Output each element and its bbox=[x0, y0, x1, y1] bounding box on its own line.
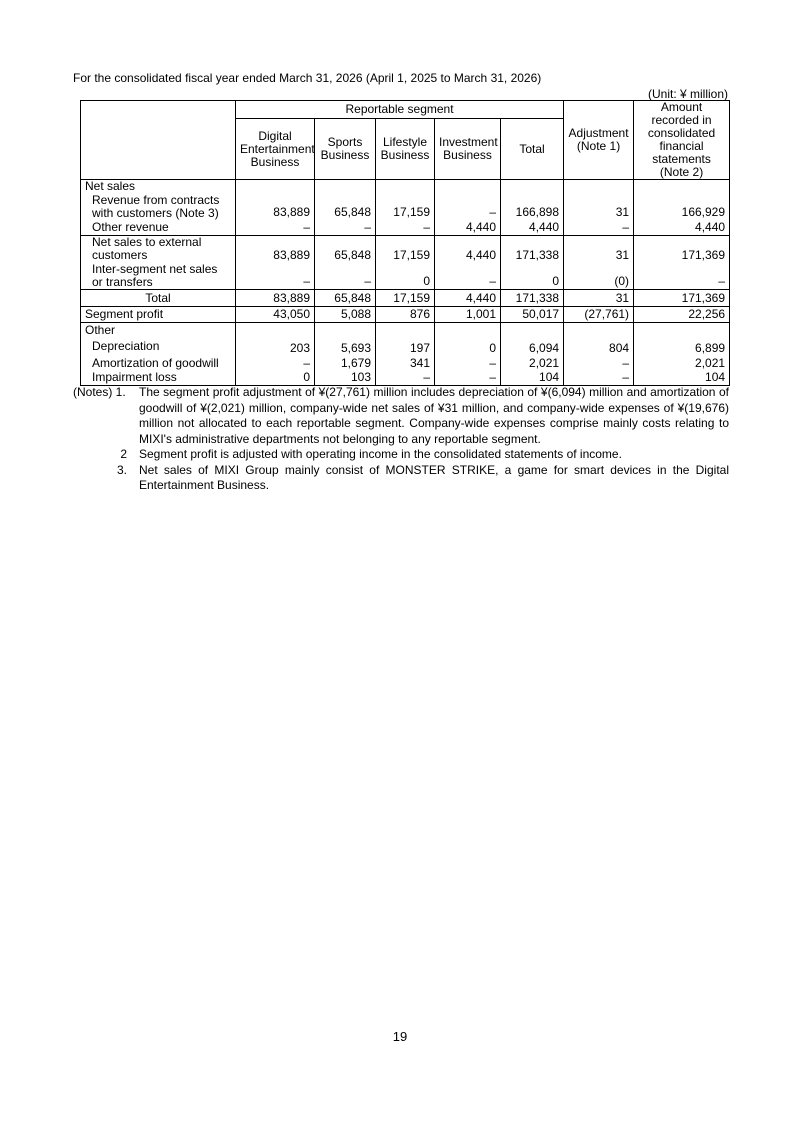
cell-value: 1,001 bbox=[435, 307, 501, 323]
cell-value: – bbox=[315, 220, 376, 235]
cell-value: 31 bbox=[564, 290, 634, 307]
table-row bbox=[81, 220, 730, 235]
cell-value: 0 bbox=[376, 263, 435, 290]
row-label: Total bbox=[81, 290, 236, 307]
cell-value: 5,693 bbox=[315, 338, 376, 356]
cell-value: 1,679 bbox=[315, 356, 376, 371]
cell-value: 65,848 bbox=[315, 235, 376, 263]
consolidated-header: Amount recorded in consolidated financial statements (Note 2) bbox=[634, 101, 730, 180]
cell-value: 4,440 bbox=[435, 235, 501, 263]
cell-value: 31 bbox=[564, 193, 634, 220]
table-row bbox=[81, 235, 730, 263]
cell-value: – bbox=[236, 263, 315, 290]
cell-value: 17,159 bbox=[376, 290, 435, 307]
cell-value: (27,761) bbox=[564, 307, 634, 323]
cell-value: 341 bbox=[376, 356, 435, 371]
other-section-label: Other bbox=[81, 323, 236, 338]
cell-value: 0 bbox=[501, 263, 564, 290]
note-item bbox=[73, 463, 729, 494]
cell-value: 17,159 bbox=[376, 193, 435, 220]
cell-value: 0 bbox=[435, 338, 501, 356]
cell-value: 4,440 bbox=[435, 290, 501, 307]
cell-value: 4,440 bbox=[501, 220, 564, 235]
cell-value: 22,256 bbox=[634, 307, 730, 323]
cell-value: – bbox=[435, 356, 501, 371]
cell-value: 171,338 bbox=[501, 290, 564, 307]
cell-value: 171,369 bbox=[634, 290, 730, 307]
cell-value: – bbox=[435, 263, 501, 290]
cell-value: 17,159 bbox=[376, 235, 435, 263]
page-number: 19 bbox=[392, 1029, 408, 1044]
cell-value: – bbox=[236, 220, 315, 235]
cell-value: – bbox=[435, 193, 501, 220]
total-header: Total bbox=[501, 119, 564, 180]
lifestyle-header: Lifestyle Business bbox=[376, 119, 435, 180]
table-row bbox=[81, 193, 730, 220]
cell-value: 804 bbox=[564, 338, 634, 356]
note-prefix: 3. bbox=[116, 462, 127, 477]
cell-value: – bbox=[435, 371, 501, 386]
table-row bbox=[81, 323, 730, 338]
notes-section bbox=[73, 385, 729, 494]
cell-value: 171,369 bbox=[634, 235, 730, 263]
row-label: Segment profit bbox=[81, 307, 236, 323]
note-text: The segment profit adjustment of ¥(27,761) million includes depreciation of ¥(6,094) million and amortization of goodwill of ¥(2,021) million, company-wide net sales of ¥31 million, and company-wide expenses of ¥(19,676) million not allocated to each reportable segment. Company-wide expenses comprise mainly costs relating to MIXI's administrative departments not belonging to any reportable segment. bbox=[139, 385, 729, 446]
header-blank-cell bbox=[81, 101, 236, 180]
table-row-total bbox=[81, 290, 730, 307]
cell-value: 197 bbox=[376, 338, 435, 356]
cell-value: – bbox=[634, 263, 730, 290]
cell-value: 6,094 bbox=[501, 338, 564, 356]
row-label: Other revenue bbox=[81, 220, 236, 235]
cell-value: 65,848 bbox=[315, 290, 376, 307]
table-header-row-1 bbox=[81, 101, 730, 119]
cell-value: 0 bbox=[236, 371, 315, 386]
row-label: Amortization of goodwill bbox=[81, 356, 236, 371]
cell-value: 83,889 bbox=[236, 290, 315, 307]
cell-value: – bbox=[564, 220, 634, 235]
cell-value: 2,021 bbox=[501, 356, 564, 371]
cell-value: 6,899 bbox=[634, 338, 730, 356]
cell-value: 2,021 bbox=[634, 356, 730, 371]
table-row bbox=[81, 371, 730, 386]
net-sales-section-label: Net sales bbox=[81, 180, 236, 194]
cell-value: 83,889 bbox=[236, 235, 315, 263]
table-row bbox=[81, 356, 730, 371]
table-row bbox=[81, 338, 730, 356]
cell-value: – bbox=[236, 356, 315, 371]
adjustment-header: Adjustment (Note 1) bbox=[564, 101, 634, 180]
cell-value: 5,088 bbox=[315, 307, 376, 323]
investment-header: Investment Business bbox=[435, 119, 501, 180]
cell-value: 166,929 bbox=[634, 193, 730, 220]
row-label: Impairment loss bbox=[81, 371, 236, 386]
cell-value: 50,017 bbox=[501, 307, 564, 323]
cell-value: 104 bbox=[501, 371, 564, 386]
cell-value: – bbox=[376, 371, 435, 386]
note-item bbox=[73, 385, 729, 447]
table-row bbox=[81, 263, 730, 290]
cell-value: 43,050 bbox=[236, 307, 315, 323]
sports-header: Sports Business bbox=[315, 119, 376, 180]
cell-value: 4,440 bbox=[435, 220, 501, 235]
cell-value: 65,848 bbox=[315, 193, 376, 220]
cell-value: 104 bbox=[634, 371, 730, 386]
cell-value: 203 bbox=[236, 338, 315, 356]
segment-table bbox=[80, 100, 730, 386]
cell-value: – bbox=[315, 263, 376, 290]
row-label: Inter-segment net sales or transfers bbox=[81, 263, 236, 290]
row-label: Depreciation bbox=[81, 338, 236, 356]
cell-value: 876 bbox=[376, 307, 435, 323]
section-heading: For the consolidated fiscal year ended March 31, 2026 (April 1, 2025 to March 31, 2026) bbox=[73, 71, 542, 85]
note-prefix: (Notes) 1. bbox=[73, 385, 126, 399]
note-prefix: 2 bbox=[120, 447, 127, 461]
reportable-segment-header: Reportable segment bbox=[236, 101, 564, 119]
table-row-segment-profit bbox=[81, 307, 730, 323]
cell-value: 4,440 bbox=[634, 220, 730, 235]
digital-header: Digital Entertainment Business bbox=[236, 119, 315, 180]
unit-label: (Unit: ¥ million) bbox=[647, 87, 728, 101]
cell-value: – bbox=[376, 220, 435, 235]
cell-value: 31 bbox=[564, 235, 634, 263]
cell-value: 166,898 bbox=[501, 193, 564, 220]
cell-value: 103 bbox=[315, 371, 376, 386]
table-row bbox=[81, 180, 730, 194]
note-text: Segment profit is adjusted with operating income in the consolidated statements of income. bbox=[139, 447, 622, 461]
row-label: Net sales to external customers bbox=[81, 235, 236, 263]
row-label: Revenue from contracts with customers (Note 3) bbox=[81, 193, 236, 220]
note-item bbox=[73, 447, 729, 463]
cell-value: (0) bbox=[564, 263, 634, 290]
cell-value: – bbox=[564, 356, 634, 371]
cell-value: 83,889 bbox=[236, 193, 315, 220]
cell-value: – bbox=[564, 371, 634, 386]
note-text: Net sales of MIXI Group mainly consist of MONSTER STRIKE, a game for smart devices in the Digital Entertainment Business. bbox=[139, 462, 729, 492]
cell-value: 171,338 bbox=[501, 235, 564, 263]
